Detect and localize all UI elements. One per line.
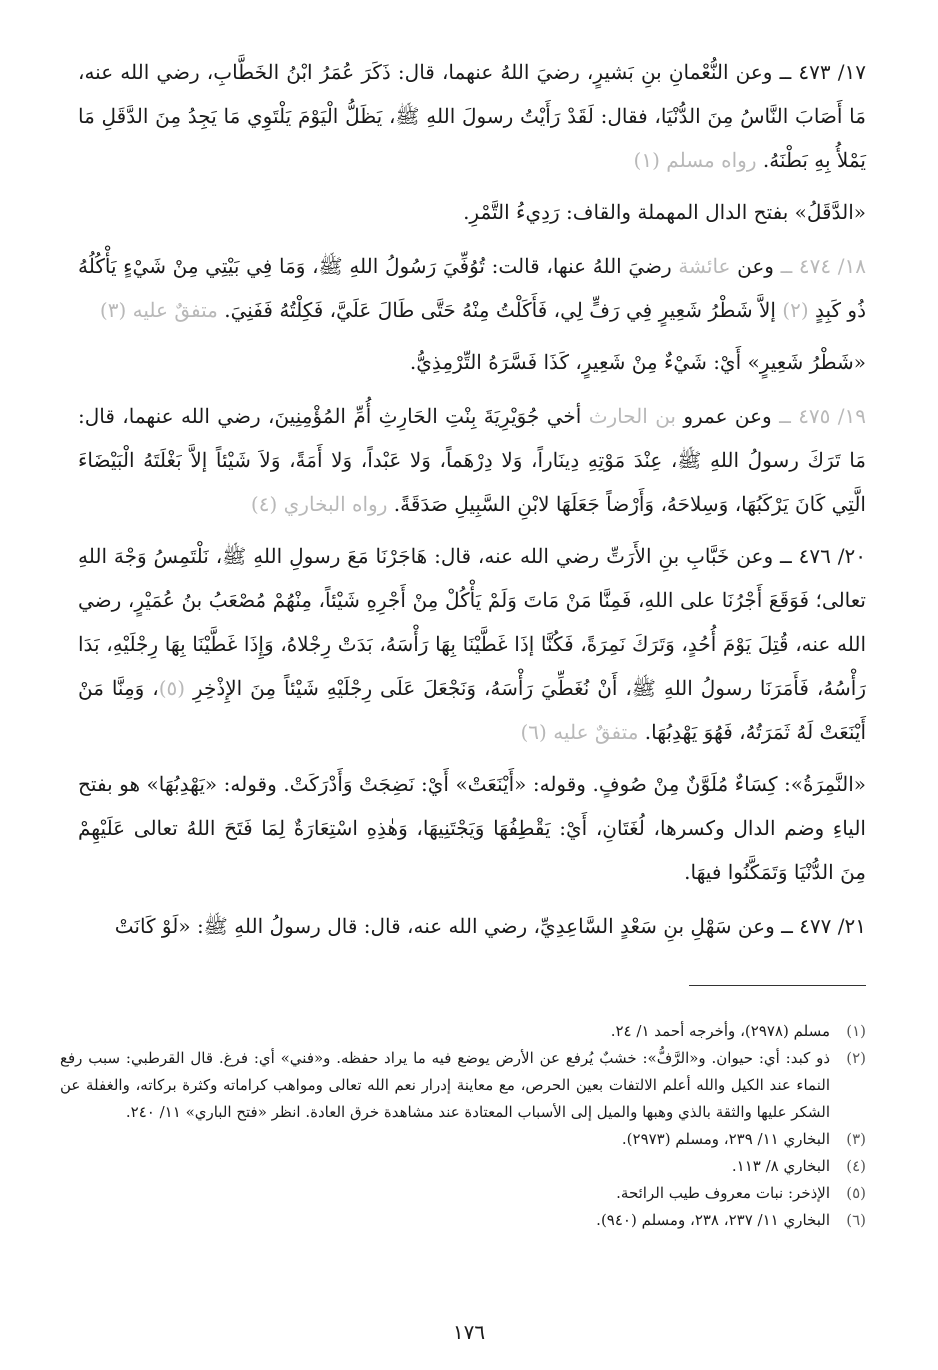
text-run: إلاَّ شَطْرُ شَعِيرٍ فِي رَفٍّ لِي، فَأَكَلْتُ مِنْهُ حَتَّى طَالَ عَلَيَّ، فَكِلْتُهُ فَفَنِيَ. [217, 298, 783, 322]
text-run: أخي جُوَيْرِيَةَ بِنْتِ الحَارِثِ أُمِّ المُؤْمِنِينَ، رضي الله عنهما، قال: مَا تَرَكَ رسولُ اللهِ ﷺ، عِنْدَ مَوْتِهِ دِينَاراً، وَلا دِرْهَماً، وَلا عَبْداً، وَلا أَمَةً، وَلاَ شَيْئاً إلاَّ بَغْلَتَهُ الْبَيْضَاءَ الَّتِي كَانَ يَرْكَبُهَا، وَسِلاحَهُ، وَأَرْضاً جَعَلَهَا لابْنِ السَّبِيلِ صَدَقَةً. [78, 404, 866, 516]
footnote-2 [60, 1045, 866, 1126]
hadith-476 [78, 534, 866, 754]
faded-text-run: بن الحارث [588, 404, 676, 428]
footnote-number: (٣) [846, 1130, 866, 1148]
faded-text-run: عائشة [678, 254, 731, 278]
faded-text-run: (٣) [99, 298, 133, 322]
hadith-473 [78, 50, 866, 182]
text-run: رضيَ اللهُ عنها، قالت: تُوُفِّيَ رَسُولُ اللهِ ﷺ، وَمَا فِي بَيْتِي مِنْ شَيْءٍ يَأْكُلُهُ ذُو كَبِدٍ [78, 254, 866, 322]
gloss-476 [78, 762, 866, 894]
main-text [78, 50, 866, 956]
faded-text-run: رواه مسلم [666, 148, 757, 172]
footnote-text: الإذخر: نبات معروف طيب الرائحة. [616, 1184, 830, 1202]
footnote-text: البخاري ١١/ ٢٣٩، ومسلم (٢٩٧٣). [621, 1130, 830, 1148]
footnote-text: البخاري ١١/ ٢٣٧، ٢٣٨، ومسلم (٩٤٠). [596, 1211, 830, 1229]
footnote-text: ذو كبد: أي: حيوان. و«الرَّفُّ»: خشبٌ يُرفع عن الأرض يوضع فيه ما يراد حفظه. و«فني» أي: فرغ. قال القرطبي: سبب رفع النماء عند الكيل والله أعلم الالتفات بعين الحرص، مع معاينة إدرار نعم الله تعالى ومواهب كراماته وكثرة بركاته، والغفلة عن الشكر عليها والثقة بالذي وهبها والميل إلى الأسباب المعتادة عند مشاهدة خرق العادة. انظر «فتح الباري» ١١/ ٢٤٠. [60, 1049, 830, 1121]
footnote-5 [60, 1180, 866, 1207]
faded-text-run: متفقٌ عليه [132, 298, 218, 322]
hadith-477 [78, 904, 866, 948]
text-run: ، وَمِنَّا مَنْ أَيْنَعَتْ لَهُ ثَمَرَتُهُ، فَهُوَ يَهْدِبُهَا. [78, 676, 866, 744]
footnote-number: (٥) [846, 1184, 866, 1202]
text-run: ٢٠/ ٤٧٦ ــ وعن خَبَّابِ بنِ الأَرَتِّ رضي الله عنه، قال: هَاجَرْنَا مَعَ رسولِ اللهِ ﷺ، نَلْتَمِسُ وَجْهَ اللهِ تعالى؛ فَوَقَعَ أَجْرُنَا على اللهِ، فَمِنَّا مَنْ مَاتَ وَلَمْ يَأْكُلْ مِنْ أَجْرِهِ شَيْئاً، مِنْهُمْ مُصْعَبُ بنُ عُمَيْرٍ، رضي الله عنه، قُتِلَ يَوْمَ أُحُدٍ، وَتَرَكَ نَمِرَةً، فَكُنَّا إذَا غَطَّيْنَا بِهَا رَأْسَهُ، بَدَتْ رِجْلاهُ، وَإِذَا غَطَّيْنَا بِهَا رِجْلَيْهِ، بَدَا رَأْسُهُ، فَأَمَرَنَا رسولُ اللهِ ﷺ، أَنْ نُغَطِّيَ رَأْسَهُ، وَنَجْعَلَ عَلَى رِجْلَيْهِ شَيْئاً مِنَ الإِذْخِرِ [78, 544, 867, 700]
footnote-4 [60, 1153, 866, 1180]
faded-text-run: (٤) [250, 492, 284, 516]
faded-text-run: (٥) [158, 676, 186, 700]
hadith-475 [78, 394, 866, 526]
faded-text-run: (٢) [782, 298, 809, 322]
footnote-1 [60, 1018, 866, 1045]
footnote-number: (٤) [846, 1157, 866, 1175]
footnotes [60, 1018, 866, 1234]
gloss-473 [78, 190, 866, 234]
text-run: «النَّمِرَةُ»: كِسَاءٌ مُلَوَّنٌ مِنْ صُوفٍ. وقوله: «أَيْنَعَتْ» أَيْ: نَضِجَتْ وَأَدْرَكَتْ. وقوله: «يَهْدِبُهَا» هو بفتح الياءِ وضم الدال وكسرها، لُغَتَانِ، أَيْ: يَقْطِفُهَا وَيَجْتَنِيهَا، وَهٰذِهِ اسْتِعَارَةٌ لِمَا فَتَحَ اللهُ تعالى عَلَيْهِمْ مِنَ الدُّنْيَا وَتَمَكَّنُوا فيهَا. [78, 772, 866, 884]
faded-text-run: رواه البخاري [283, 492, 388, 516]
text-run: «الدَّقَلُ» بفتح الدال المهملة والقاف: رَدِيءُ التَّمْرِ. [463, 200, 866, 224]
gloss-474 [78, 340, 866, 384]
footnote-divider [689, 985, 866, 986]
faded-text-run: (١) [633, 148, 667, 172]
footnote-number: (٢) [846, 1049, 866, 1067]
footnote-number: (١) [846, 1022, 866, 1040]
footnote-text: البخاري ٨/ ١١٣. [731, 1157, 830, 1175]
hadith-474 [78, 244, 866, 332]
footnote-3 [60, 1126, 866, 1153]
page-number: ١٧٦ [452, 1320, 486, 1344]
faded-text-run: متفقٌ عليه [553, 720, 639, 744]
text-run: «شَطْرُ شَعِيرٍ» أَيْ: شَيْءٌ مِنْ شَعِيرٍ، كَذَا فَسَّرَهُ التِّرْمِذِيُّ. [409, 350, 866, 374]
faded-text-run: ١٨/ ٤٧٤ ــ [780, 254, 867, 278]
footnote-number: (٦) [846, 1211, 866, 1229]
faded-text-run: (٦) [520, 720, 554, 744]
text-run: ١٧/ ٤٧٣ ــ وعن النُّعْمانِ بنِ بَشيرٍ، رضيَ اللهُ عنهما، قال: ذَكَرَ عُمَرُ ابْنُ الخَطَّابِ، رضي الله عنه، مَا أَصَابَ النَّاسُ مِنَ الدُّنْيَا، فقال: لَقَدْ رَأَيْتُ رسولَ اللهِ ﷺ، يَظَلُّ الْيَوْمَ يَلْتَوِي مَا يَجِدُ مِنَ الدَّقَلِ مَا يَمْلأُ بِهِ بَطْنَهُ. [78, 60, 866, 172]
text-run: ٢١/ ٤٧٧ ــ وعن سَهْلِ بنِ سَعْدٍ السَّاعِدِيِّ، رضي الله عنه، قال: قال رسولُ اللهِ ﷺ: «لَوْ كَانَتْ [114, 914, 866, 938]
footnote-text: مسلم (٢٩٧٨)، وأخرجه أحمد ١/ ٢٤. [610, 1022, 830, 1040]
faded-text-run: ١٩/ ٤٧٥ ــ [779, 404, 867, 428]
text-run: وعن عمرو [675, 404, 780, 428]
footnote-6 [60, 1207, 866, 1234]
text-run: وعن [730, 254, 781, 278]
